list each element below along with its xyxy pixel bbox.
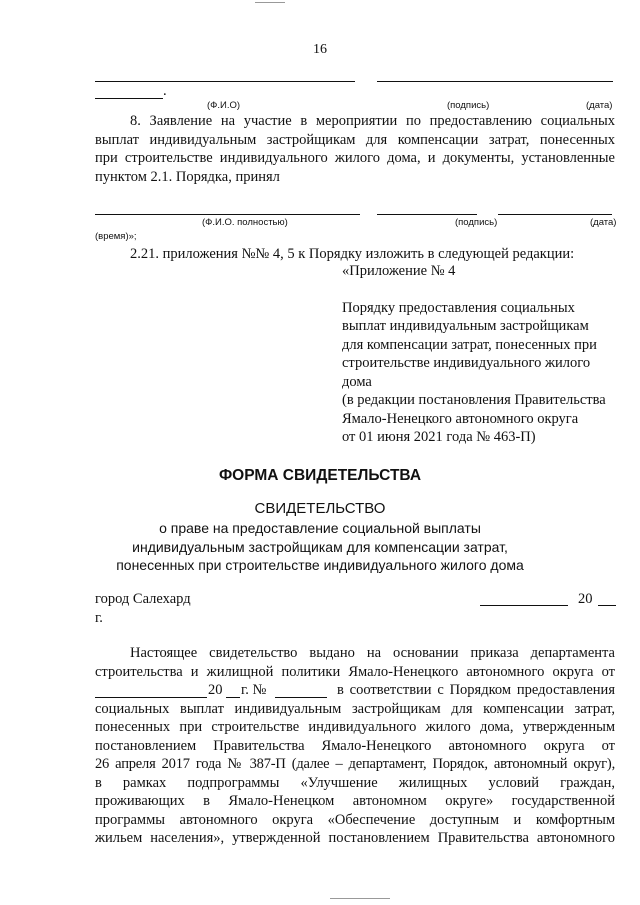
item-8-line: выплат индивидуальным застройщикам для компенсации затрат, понесенных: [95, 131, 615, 148]
date-label: (дата): [586, 100, 613, 111]
appendix-line: от 01 июня 2021 года № 463-П): [342, 429, 536, 445]
scan-artifact: [255, 2, 285, 3]
appendix-title: «Приложение № 4: [342, 263, 456, 279]
item-8-line: пунктом 2.1. Порядка, принял: [95, 168, 280, 185]
year-suffix: г.: [95, 610, 103, 626]
year-blank-line: [598, 605, 616, 606]
order-number-label: г. №: [241, 682, 267, 698]
body-line: Настоящее свидетельство выдано на основании приказа департамента: [130, 645, 615, 661]
body-line: жильем населения», утвержденной постановлением Правительства автономного: [95, 830, 615, 846]
year-prefix: 20: [578, 591, 593, 607]
body-line: программы автономного округа «Обеспечение доступным и комфортным: [95, 811, 615, 828]
order-year-prefix: 20: [208, 682, 223, 698]
appendix-line: выплат индивидуальным застройщикам: [342, 318, 589, 334]
page-number: 16: [313, 42, 327, 57]
order-number-blank: [275, 697, 327, 698]
appendix-line: строительстве индивидуального жилого: [342, 355, 591, 371]
fio-full-label: (Ф.И.О. полностью): [202, 217, 288, 228]
fio-full-line: [95, 214, 360, 215]
item-8-line: при строительстве индивидуального жилого дома, и документы, установленные: [95, 150, 615, 166]
certificate-heading: СВИДЕТЕЛЬСТВО: [254, 500, 386, 517]
date-line: [498, 214, 612, 215]
body-line: постановлением Правительства Ямало-Ненецкого автономного округа от: [95, 737, 615, 754]
item-2-21: 2.21. приложения №№ 4, 5 к Порядку изложить в следующей редакции:: [130, 246, 575, 262]
body-line: строительства и жилищной политики Ямало-Ненецкого автономного округа от: [95, 663, 615, 680]
date-label: (дата): [590, 217, 617, 228]
order-text: в соответствии с Порядком предоставления: [337, 682, 615, 698]
body-line: проживающих в Ямало-Ненецком автономном округе» государственной: [95, 793, 615, 809]
certificate-subtitle: [0, 519, 640, 575]
short-line: [95, 98, 163, 99]
date-blank-line: [480, 605, 568, 606]
order-year-blank: [226, 697, 240, 698]
scan-artifact: [330, 898, 390, 899]
appendix-line: дома: [342, 373, 372, 390]
subtitle-line: индивидуальным застройщикам для компенсации затрат,: [132, 538, 508, 555]
line-dot: .: [163, 83, 167, 99]
order-date-blank: [95, 697, 207, 698]
body-line: в рамках подпрограммы «Улучшение жилищных условий граждан,: [95, 774, 615, 791]
body-line-order: [95, 681, 615, 700]
signature-label: (подпись): [455, 217, 498, 228]
appendix-line: для компенсации затрат, понесенных при: [342, 336, 597, 353]
fio-line: [95, 81, 355, 82]
body-line: 26 апреля 2017 года № 387-П (далее – департамент, Порядок, автономный округ),: [95, 756, 615, 772]
fio-label: (Ф.И.О): [207, 100, 241, 111]
body-line: понесенных при строительстве индивидуального жилого дома, утвержденным: [95, 719, 615, 735]
appendix-line: (в редакции постановления Правительства: [342, 392, 606, 408]
signature-label: (подпись): [447, 100, 490, 111]
city: город Салехард: [95, 591, 191, 607]
appendix-line: Порядку предоставления социальных: [342, 299, 575, 316]
item-8-line: 8. Заявление на участие в мероприятии по предоставлению социальных: [130, 113, 615, 129]
signature-line: [377, 214, 477, 215]
sign-date-line: [377, 81, 613, 82]
form-title: ФОРМА СВИДЕТЕЛЬСТВА: [218, 467, 422, 484]
body-line: социальных выплат индивидуальным застройщикам для компенсации затрат,: [95, 700, 615, 717]
appendix-header: [342, 262, 632, 447]
item-8: [95, 112, 615, 186]
appendix-line: Ямало-Ненецкого автономного округа: [342, 410, 579, 427]
time-label: (время)»;: [95, 231, 137, 242]
certificate-body: [95, 644, 615, 848]
subtitle-line: понесенных при строительстве индивидуального жилого дома: [116, 557, 524, 573]
subtitle-line: о праве на предоставление социальной выплаты: [159, 520, 481, 536]
